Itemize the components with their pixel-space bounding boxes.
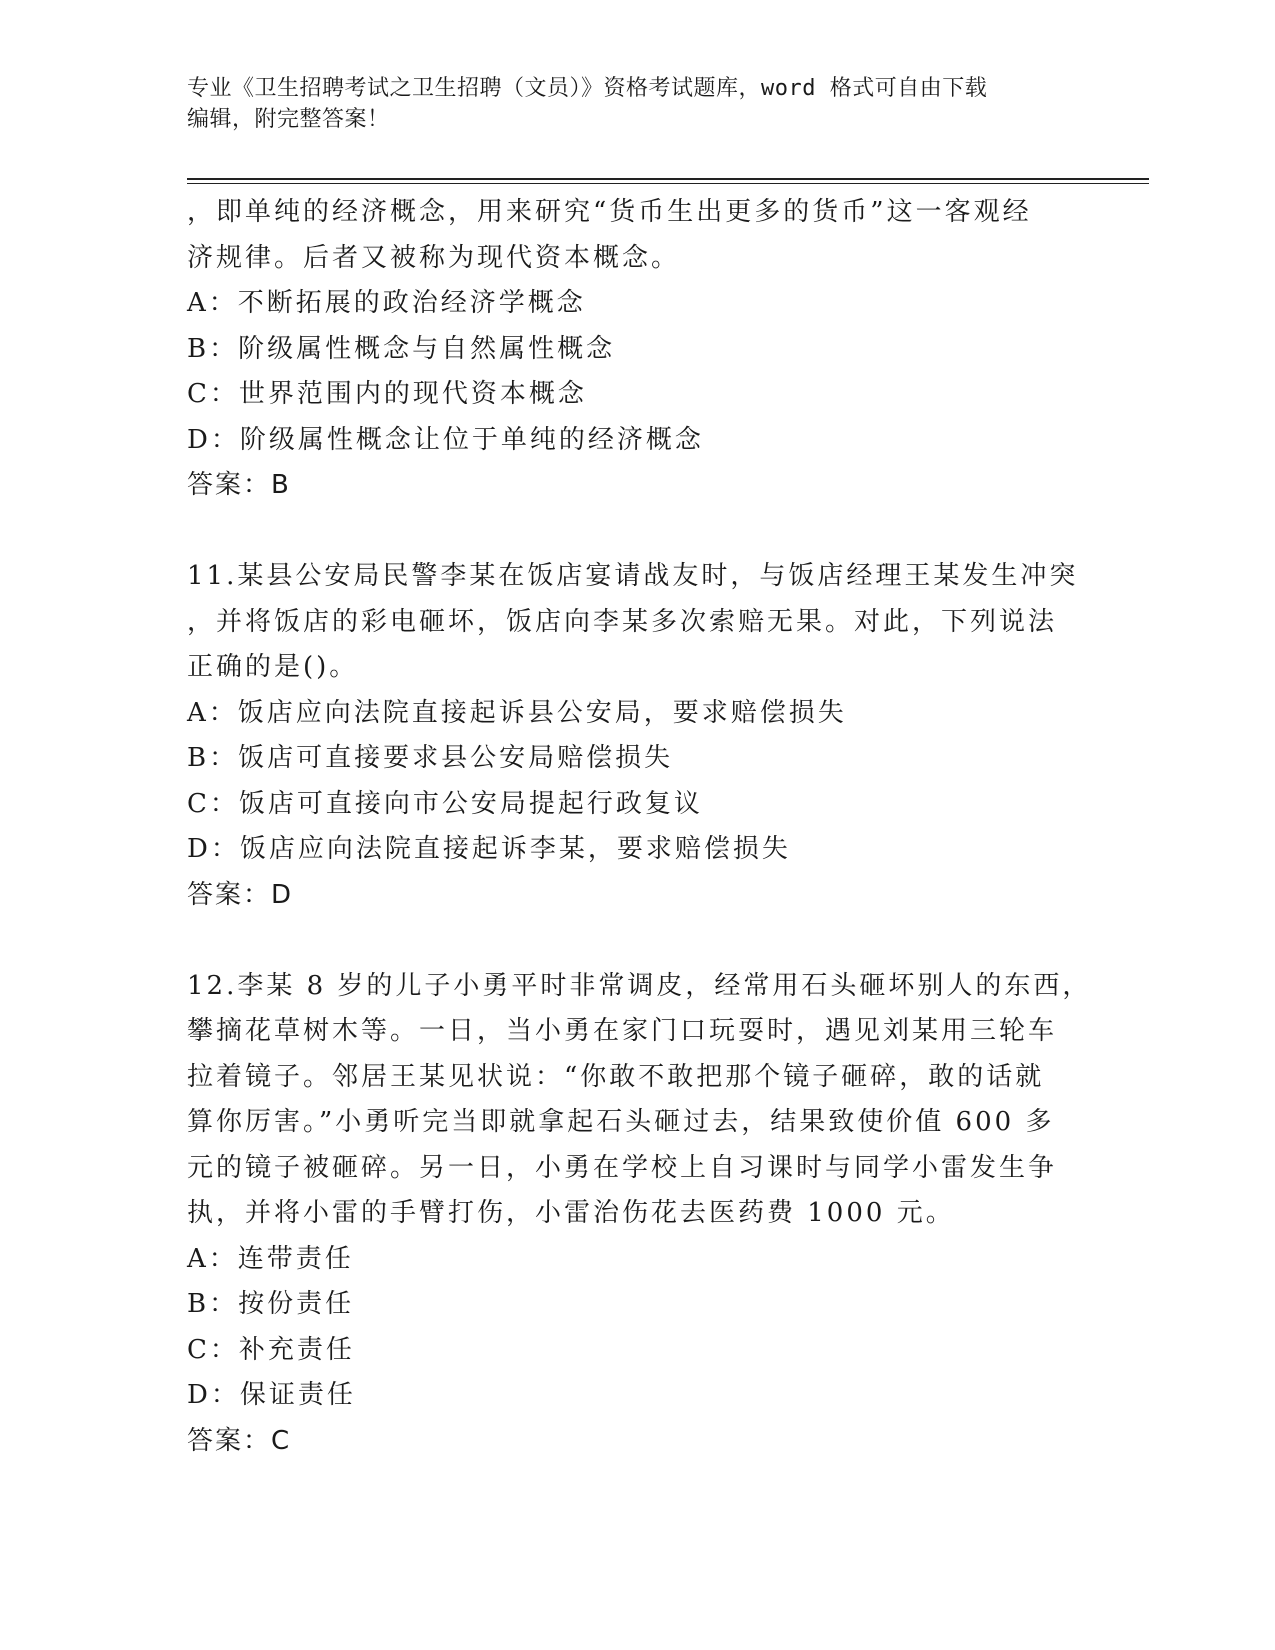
answer-line: 答案：D <box>187 879 294 910</box>
header-divider-thin <box>187 183 1149 184</box>
option-d: D：保证责任 <box>187 1380 356 1410</box>
option-c: C：饭店可直接向市公安局提起行政复议 <box>187 788 703 819</box>
option-d: D：阶级属性概念让位于单纯的经济概念 <box>187 424 704 455</box>
question-stem-line: 拉着镜子。邻居王某见状说：“你敢不敢把那个镜子砸碎，敢的话就 <box>187 1061 1045 1092</box>
header-line-1: 专业《卫生招聘考试之卫生招聘（文员）》资格考试题库，word 格式可自由下载 <box>187 76 988 101</box>
option-d: D：饭店应向法院直接起诉李某，要求赔偿损失 <box>187 834 791 864</box>
option-c: C：补充责任 <box>187 1334 355 1365</box>
option-c: C：世界范围内的现代资本概念 <box>187 379 587 409</box>
option-b: B：饭店可直接要求县公安局赔偿损失 <box>187 743 674 773</box>
answer-line: 答案：B <box>187 470 291 500</box>
option-b: B：按份责任 <box>187 1289 355 1319</box>
question-stem-line: ，即单纯的经济概念，用来研究“货币生出更多的货币”这一客观经 <box>187 197 1032 227</box>
question-10 <box>187 190 1087 509</box>
option-a: A：连带责任 <box>187 1243 354 1274</box>
option-b: B：阶级属性概念与自然属性概念 <box>187 333 616 364</box>
option-a: A：不断拓展的政治经济学概念 <box>187 288 586 318</box>
question-content <box>187 190 1092 1464</box>
question-12 <box>187 964 1092 1465</box>
question-stem-line: 执，并将小雷的手臂打伤，小雷治伤花去医药费 1000 元。 <box>187 1198 955 1228</box>
answer-line: 答案：C <box>187 1425 292 1456</box>
header-divider-thick <box>187 178 1149 180</box>
question-stem-line: ，并将饭店的彩电砸坏，饭店向李某多次索赔无果。对此，下列说法 <box>187 606 1058 637</box>
question-stem-line: 算你厉害。”小勇听完当即就拿起石头砸过去，结果致使价值 600 多 <box>187 1107 1055 1137</box>
question-stem-line: 济规律。后者又被称为现代资本概念。 <box>187 242 681 273</box>
question-stem-line: 攀摘花草树木等。一日，当小勇在家门口玩耍时，遇见刘某用三轮车 <box>187 1016 1058 1046</box>
spacer <box>187 918 1087 964</box>
question-stem-line: 12.李某 8 岁的儿子小勇平时非常调皮，经常用石头砸坏别人的东西， <box>187 970 1092 1001</box>
question-11 <box>187 554 1087 918</box>
spacer <box>187 509 1087 555</box>
question-stem-line: 11.某县公安局民警李某在饭店宴请战友时，与饭店经理王某发生冲突 <box>187 561 1079 591</box>
question-stem-line: 正确的是()。 <box>187 652 359 682</box>
document-header <box>187 73 1067 135</box>
option-a: A：饭店应向法院直接起诉县公安局，要求赔偿损失 <box>187 697 847 728</box>
question-stem-line: 元的镜子被砸碎。另一日，小勇在学校上自习课时与同学小雷发生争 <box>187 1152 1058 1183</box>
header-line-2: 编辑，附完整答案！ <box>187 107 390 132</box>
